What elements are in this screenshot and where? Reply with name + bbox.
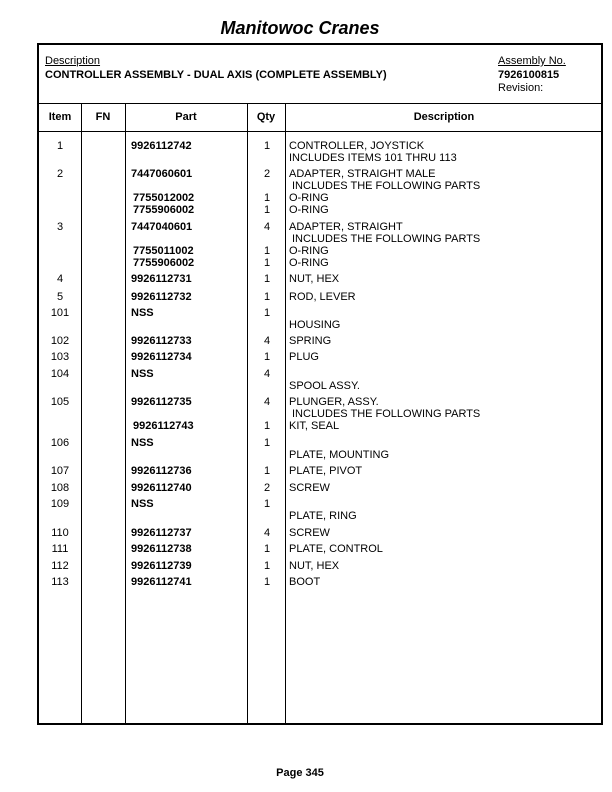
part-number: 9926112739 <box>131 560 192 572</box>
part-description: INCLUDES THE FOLLOWING PARTS <box>292 180 481 192</box>
column-divider-item <box>81 103 82 723</box>
part-number: 9926112742 <box>131 140 192 152</box>
page-number: Page 345 <box>276 767 324 779</box>
column-header-divider <box>39 131 601 132</box>
revision-label: Revision: <box>498 82 544 94</box>
part-description: O-RING <box>289 257 329 269</box>
part-number: 9926112733 <box>131 335 192 347</box>
column-divider-qty <box>285 103 286 723</box>
part-number: 9926112740 <box>131 482 192 494</box>
part-description: HOUSING <box>289 319 341 331</box>
part-number: 7447060601 <box>131 168 193 180</box>
part-number: 9926112738 <box>131 543 192 555</box>
quantity: 1 <box>263 498 271 510</box>
quantity: 1 <box>263 465 271 477</box>
column-header-part: Part <box>175 111 197 123</box>
part-description: INCLUDES THE FOLLOWING PARTS <box>292 233 481 245</box>
part-description: SPOOL ASSY. <box>289 380 360 392</box>
quantity: 4 <box>263 221 271 233</box>
company-title: Manitowoc Cranes <box>220 18 380 38</box>
part-description: KIT, SEAL <box>289 420 340 432</box>
column-divider-part <box>247 103 248 723</box>
part-number: NSS <box>131 437 154 449</box>
item-number: 110 <box>51 527 69 539</box>
quantity: 1 <box>263 140 271 152</box>
part-description: PLUG <box>289 351 319 363</box>
column-header-qty: Qty <box>256 111 276 123</box>
part-number: NSS <box>131 368 154 380</box>
part-description: CONTROLLER, JOYSTICK <box>289 140 425 152</box>
assembly-number: 7926100815 <box>498 69 560 81</box>
item-number: 5 <box>56 291 64 303</box>
part-description: ADAPTER, STRAIGHT <box>289 221 403 233</box>
quantity: 1 <box>263 576 271 588</box>
item-number: 106 <box>50 437 70 449</box>
part-description: SCREW <box>289 482 330 494</box>
part-description: SPRING <box>289 335 332 347</box>
part-number: 7755906002 <box>133 257 195 269</box>
part-description: PLUNGER, ASSY. <box>289 396 379 408</box>
quantity: 1 <box>263 204 271 216</box>
quantity: 1 <box>263 351 271 363</box>
part-description: INCLUDES ITEMS 101 THRU 113 <box>289 152 457 164</box>
part-number: 7755906002 <box>133 204 195 216</box>
part-description: O-RING <box>289 192 329 204</box>
part-number: 9926112732 <box>131 291 192 303</box>
column-header-item: Item <box>48 111 72 123</box>
item-number: 104 <box>50 368 70 380</box>
item-number: 103 <box>50 351 70 363</box>
quantity: 1 <box>263 420 271 432</box>
item-number: 111 <box>51 543 69 555</box>
quantity: 1 <box>263 307 271 319</box>
part-description: PLATE, CONTROL <box>289 543 383 555</box>
part-description: PLATE, RING <box>289 510 357 522</box>
part-description: SCREW <box>289 527 330 539</box>
part-number: 9926112741 <box>131 576 192 588</box>
quantity: 4 <box>263 527 271 539</box>
item-number: 107 <box>50 465 70 477</box>
part-number: NSS <box>131 307 154 319</box>
part-description: PLATE, MOUNTING <box>289 449 390 461</box>
quantity: 1 <box>263 437 271 449</box>
quantity: 1 <box>263 273 271 285</box>
part-description: NUT, HEX <box>289 273 340 285</box>
assembly-number-label: Assembly No. <box>498 55 566 67</box>
column-header-fn: FN <box>95 111 111 123</box>
quantity: 1 <box>263 257 271 269</box>
column-header-description: Description <box>413 111 475 123</box>
part-description: BOOT <box>289 576 321 588</box>
part-number: 9926112737 <box>131 527 192 539</box>
item-number: 3 <box>56 221 64 233</box>
part-number: 9926112734 <box>131 351 192 363</box>
part-number: 7447040601 <box>131 221 193 233</box>
part-number: 9926112743 <box>133 420 194 432</box>
assembly-description: CONTROLLER ASSEMBLY - DUAL AXIS (COMPLETE ASSEMBLY) <box>45 69 387 81</box>
item-number: 113 <box>51 576 69 588</box>
part-number: 9926112736 <box>131 465 192 477</box>
part-description: INCLUDES THE FOLLOWING PARTS <box>292 408 481 420</box>
description-label: Description <box>45 55 101 67</box>
part-description: NUT, HEX <box>289 560 340 572</box>
part-number: 7755011002 <box>133 245 194 257</box>
quantity: 2 <box>263 482 271 494</box>
part-number: NSS <box>131 498 154 510</box>
part-description: O-RING <box>289 204 329 216</box>
quantity: 1 <box>263 560 271 572</box>
item-number: 101 <box>50 307 70 319</box>
header-divider <box>39 103 601 104</box>
column-divider-fn <box>125 103 126 723</box>
quantity: 1 <box>263 291 271 303</box>
item-number: 105 <box>50 396 70 408</box>
quantity: 1 <box>263 543 271 555</box>
item-number: 109 <box>50 498 70 510</box>
part-number: 7755012002 <box>133 192 195 204</box>
item-number: 102 <box>50 335 70 347</box>
quantity: 4 <box>263 335 271 347</box>
item-number: 2 <box>56 168 64 180</box>
part-description: PLATE, PIVOT <box>289 465 363 477</box>
part-description: ROD, LEVER <box>289 291 356 303</box>
item-number: 112 <box>51 560 69 572</box>
quantity: 2 <box>263 168 271 180</box>
part-number: 9926112735 <box>131 396 192 408</box>
item-number: 1 <box>56 140 64 152</box>
quantity: 4 <box>263 396 271 408</box>
item-number: 108 <box>50 482 70 494</box>
quantity: 1 <box>263 192 271 204</box>
part-number: 9926112731 <box>131 273 192 285</box>
part-description: ADAPTER, STRAIGHT MALE <box>289 168 436 180</box>
item-number: 4 <box>56 273 64 285</box>
parts-list-frame <box>37 43 603 725</box>
part-description: O-RING <box>289 245 329 257</box>
quantity: 4 <box>263 368 271 380</box>
quantity: 1 <box>263 245 271 257</box>
